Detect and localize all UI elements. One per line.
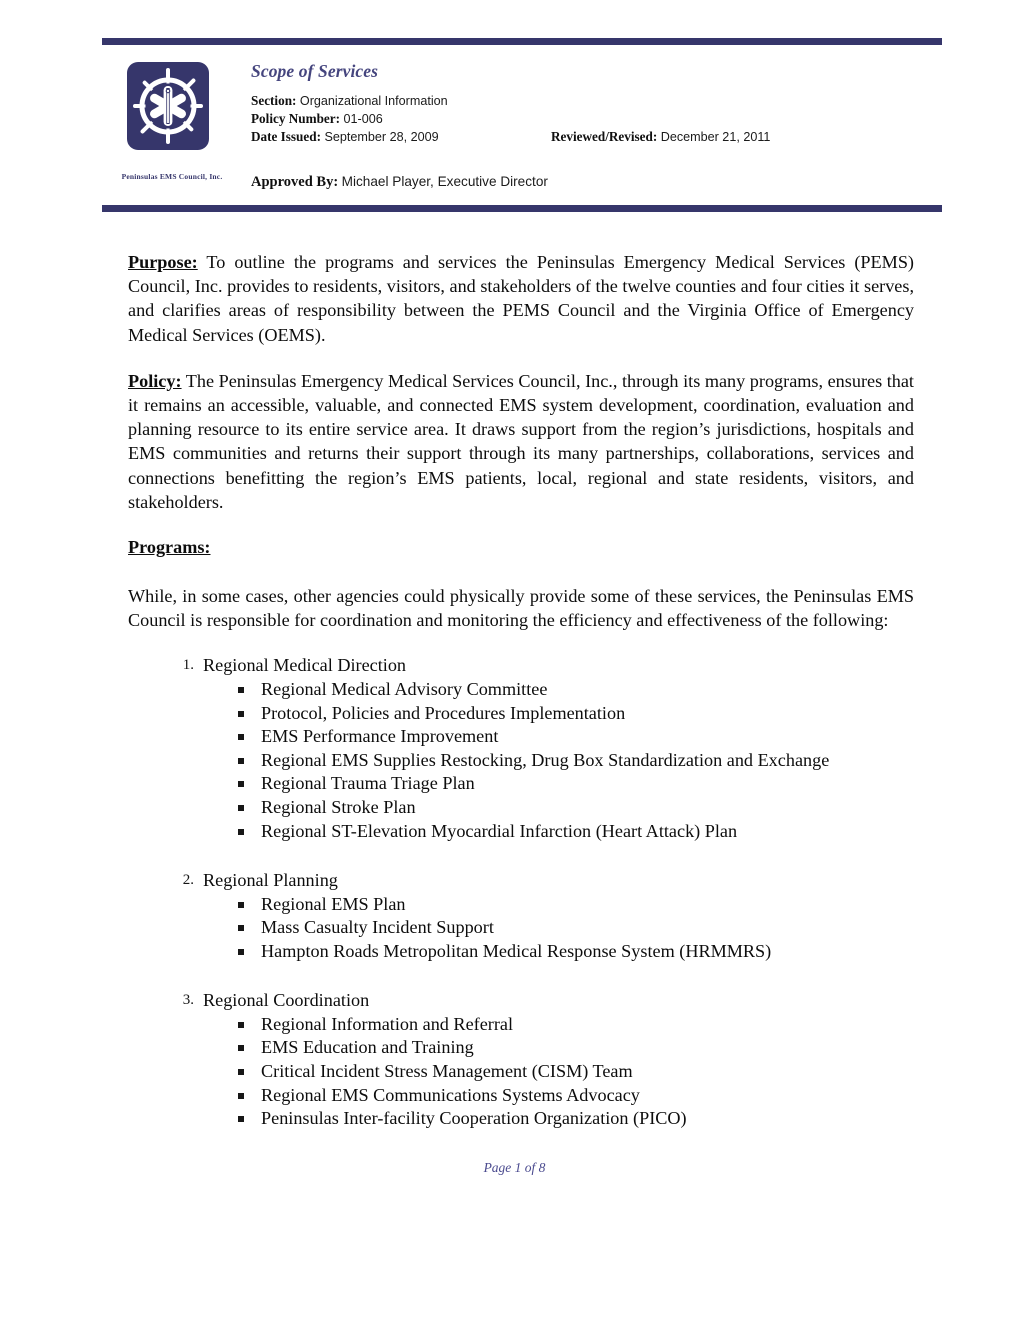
program-sub-item-label: Regional ST-Elevation Myocardial Infarction (Heart Attack) Plan	[261, 820, 738, 841]
program-group	[128, 989, 914, 1130]
square-bullet-icon	[238, 781, 244, 787]
program-sub-item-label: Peninsulas Inter-facility Cooperation Organization (PICO)	[261, 1108, 687, 1129]
header-field-section	[251, 93, 448, 109]
policy-number-value: 01-006	[343, 112, 383, 126]
header-field-policy-number	[251, 111, 383, 127]
document-body	[128, 250, 914, 1131]
program-sub-item	[128, 772, 914, 796]
peninsulas-ems-logo	[127, 62, 209, 150]
square-bullet-icon	[238, 829, 244, 835]
program-item	[128, 869, 914, 893]
program-sub-item-label: EMS Performance Improvement	[261, 726, 499, 747]
program-sub-item-label: Regional EMS Communications Systems Advocacy	[261, 1084, 640, 1105]
program-sub-item	[128, 796, 914, 820]
square-bullet-icon	[238, 925, 244, 931]
purpose-paragraph	[128, 250, 914, 347]
program-title: Regional Medical Direction	[203, 655, 407, 676]
square-bullet-icon	[238, 734, 244, 740]
square-bullet-icon	[238, 1116, 244, 1122]
program-sub-item	[128, 702, 914, 726]
program-sub-item	[128, 1107, 914, 1131]
program-sub-item	[128, 820, 914, 844]
policy-paragraph	[128, 369, 914, 514]
section-value: Organizational Information	[299, 94, 448, 108]
square-bullet-icon	[238, 758, 244, 764]
program-sub-item	[128, 1036, 914, 1060]
approved-by-label: Approved By:	[251, 174, 339, 190]
program-sub-item-label: Regional Stroke Plan	[261, 796, 416, 817]
reviewed-revised-label: Reviewed/Revised:	[551, 129, 658, 144]
page-footer: Page 1 of 8	[483, 1160, 546, 1175]
date-issued-label: Date Issued:	[251, 129, 321, 144]
logo-caption: Peninsulas EMS Council, Inc.	[121, 172, 223, 181]
program-item	[128, 654, 914, 678]
program-sub-item	[128, 678, 914, 702]
program-sub-item	[128, 1013, 914, 1037]
header-field-approved-by	[251, 174, 548, 191]
program-number: 3.	[182, 992, 194, 1009]
program-sub-item	[128, 749, 914, 773]
approved-by-value: Michael Player, Executive Director	[341, 174, 548, 189]
programs-heading: Programs:	[128, 537, 211, 558]
reviewed-revised-value: December 21, 2011	[660, 130, 771, 144]
policy-number-label: Policy Number:	[251, 111, 340, 126]
ships-wheel-star-of-life-icon	[127, 62, 209, 150]
date-issued-value: September 28, 2009	[324, 130, 439, 144]
program-sub-item	[128, 916, 914, 940]
program-sub-item	[128, 725, 914, 749]
section-label: Section:	[251, 93, 297, 108]
program-sub-item	[128, 1060, 914, 1084]
program-title: Regional Coordination	[203, 990, 370, 1011]
program-sub-list	[128, 678, 914, 843]
program-sub-item-label: Regional EMS Supplies Restocking, Drug Box Standardization and Exchange	[261, 749, 830, 770]
header-field-date-issued	[251, 129, 439, 145]
program-sub-list	[128, 893, 914, 964]
header-top-rule	[102, 38, 942, 45]
program-sub-item-label: Regional Trauma Triage Plan	[261, 773, 475, 794]
program-sub-item-label: Regional Medical Advisory Committee	[261, 678, 548, 699]
program-sub-list	[128, 1013, 914, 1131]
programs-intro-paragraph: While, in some cases, other agencies could physically provide some of these services, the Peninsulas EMS Council is responsible for coordination and monitoring the efficiency and effectiveness of the following:	[128, 586, 914, 631]
square-bullet-icon	[238, 805, 244, 811]
program-title: Regional Planning	[203, 870, 338, 891]
square-bullet-icon	[238, 687, 244, 693]
program-sub-item-label: Mass Casualty Incident Support	[261, 917, 494, 938]
square-bullet-icon	[238, 711, 244, 717]
programs-list	[128, 654, 914, 1130]
document-title: Scope of Services	[251, 61, 379, 81]
program-sub-item	[128, 1084, 914, 1108]
header-field-reviewed-revised	[551, 129, 770, 145]
square-bullet-icon	[238, 902, 244, 908]
program-number: 2.	[182, 872, 194, 889]
program-sub-item-label: Hampton Roads Metropolitan Medical Response System (HRMMRS)	[261, 940, 772, 961]
square-bullet-icon	[238, 1093, 244, 1099]
header-bottom-rule	[102, 205, 942, 212]
program-group	[128, 654, 914, 843]
program-number: 1.	[182, 657, 194, 674]
square-bullet-icon	[238, 949, 244, 955]
square-bullet-icon	[238, 1022, 244, 1028]
program-group	[128, 869, 914, 963]
program-sub-item-label: Protocol, Policies and Procedures Implementation	[261, 702, 626, 723]
program-sub-item	[128, 940, 914, 964]
policy-text: The Peninsulas Emergency Medical Services Council, Inc., through its many programs, ensures that it remains an accessible, valuable, and connected EMS system development, coordination, evaluation and planning resource to its entire service area. It draws support from the region’s jurisdictions, hospitals and EMS communities and returns their support through its many partnerships, collaborations, services and connections benefitting the region’s EMS patients, local, regional and state residents, visitors, and stakeholders.	[128, 370, 914, 512]
program-sub-item-label: Regional EMS Plan	[261, 893, 406, 914]
program-sub-item-label: Regional Information and Referral	[261, 1013, 514, 1034]
program-sub-item-label: EMS Education and Training	[261, 1037, 474, 1058]
policy-label: Policy:	[128, 370, 182, 391]
program-sub-item-label: Critical Incident Stress Management (CISM) Team	[261, 1061, 633, 1082]
program-sub-item	[128, 893, 914, 917]
purpose-text: To outline the programs and services the Peninsulas Emergency Medical Services (PEMS) Council, Inc. provides to residents, visitors, and stakeholders of the twelve counties and four cities it serves, and clarifies areas of responsibility between the PEMS Council and the Virginia Office of Emergency Medical Services (OEMS).	[128, 252, 914, 345]
square-bullet-icon	[238, 1069, 244, 1075]
program-item	[128, 989, 914, 1013]
purpose-label: Purpose:	[128, 252, 198, 272]
square-bullet-icon	[238, 1045, 244, 1051]
